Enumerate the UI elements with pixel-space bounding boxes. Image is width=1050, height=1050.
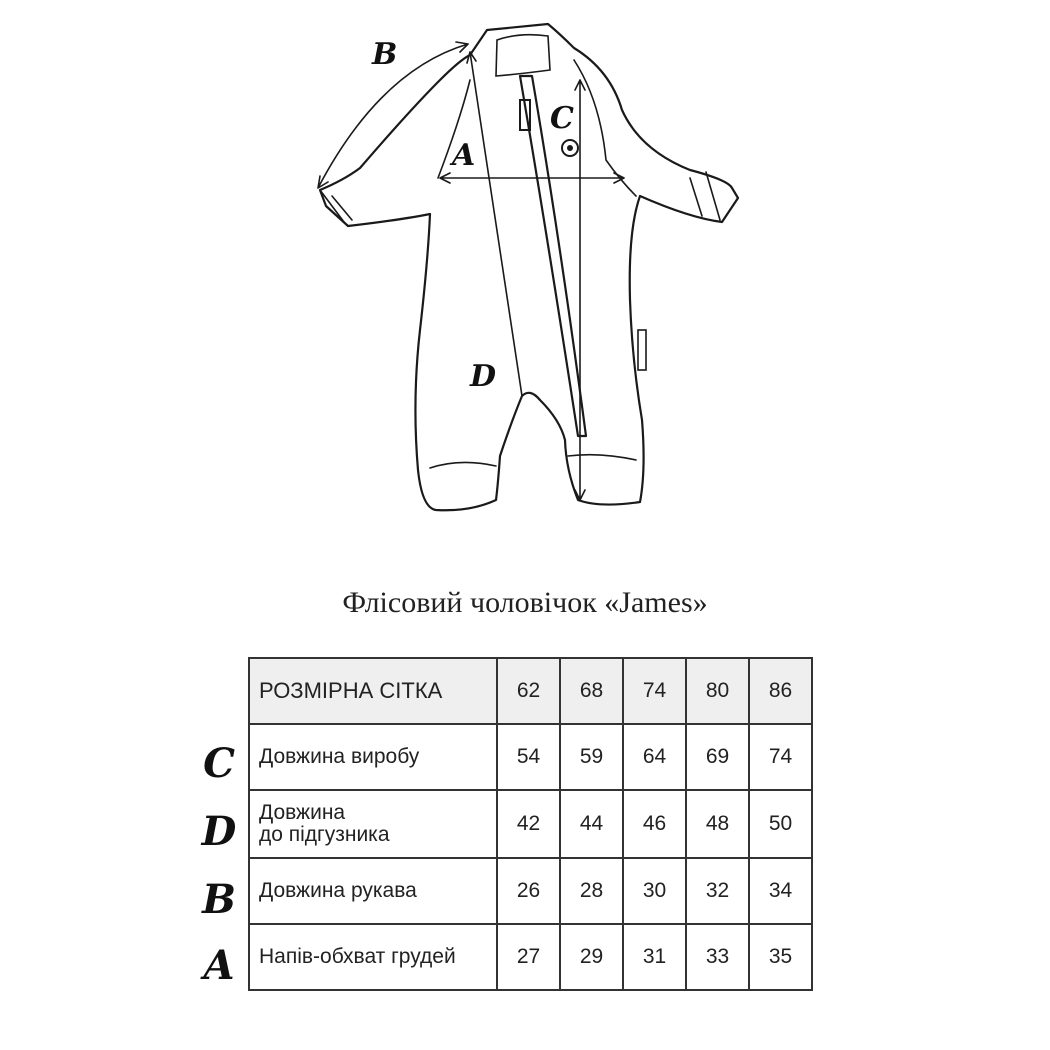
left-foot — [430, 462, 496, 468]
table-row — [249, 858, 812, 924]
left-cuff — [320, 190, 352, 222]
table-header-row — [249, 658, 812, 724]
marker-d: D — [470, 359, 497, 394]
size-header: 74 — [623, 658, 686, 724]
table-cell: 64 — [623, 724, 686, 790]
table-cell: 29 — [560, 924, 623, 990]
table-cell: 44 — [560, 790, 623, 858]
right-foot — [568, 455, 636, 460]
table-cell: 69 — [686, 724, 749, 790]
table-cell: 34 — [749, 858, 812, 924]
row-letter-d: D — [201, 808, 237, 855]
row-label: Довжина рукава — [249, 858, 497, 924]
label-tab — [638, 330, 646, 370]
table-cell: 30 — [623, 858, 686, 924]
marker-c: C — [550, 101, 574, 136]
size-header: 68 — [560, 658, 623, 724]
header-label: РОЗМІРНА СІТКА — [249, 658, 497, 724]
row-label: Напів-обхват грудей — [249, 924, 497, 990]
row-label: Довжина до підгузника — [249, 790, 497, 858]
size-header: 62 — [497, 658, 560, 724]
snap-button-center — [567, 145, 573, 151]
collar-line — [496, 35, 550, 76]
table-row — [249, 724, 812, 790]
row-letter-b: B — [202, 876, 236, 923]
table-cell: 27 — [497, 924, 560, 990]
table-cell: 33 — [686, 924, 749, 990]
table-cell: 32 — [686, 858, 749, 924]
table-cell: 35 — [749, 924, 812, 990]
table-cell: 28 — [560, 858, 623, 924]
table-cell: 46 — [623, 790, 686, 858]
size-header: 86 — [749, 658, 812, 724]
marker-b: B — [372, 37, 398, 72]
measure-arrow-a — [440, 173, 624, 183]
table-cell: 48 — [686, 790, 749, 858]
right-sleeve-seam — [574, 60, 636, 196]
table-cell: 26 — [497, 858, 560, 924]
table-cell: 54 — [497, 724, 560, 790]
table-cell: 50 — [749, 790, 812, 858]
product-title: Флісовий чоловічок «James» — [342, 586, 708, 619]
row-label: Довжина виробу — [249, 724, 497, 790]
right-cuff — [690, 172, 720, 220]
table-cell: 59 — [560, 724, 623, 790]
size-header: 80 — [686, 658, 749, 724]
table-cell: 42 — [497, 790, 560, 858]
table-row — [249, 790, 812, 858]
table-row — [249, 924, 812, 990]
table-cell: 31 — [623, 924, 686, 990]
size-chart-table — [248, 657, 813, 991]
marker-a: A — [452, 138, 476, 173]
table-cell: 74 — [749, 724, 812, 790]
row-letter-a: A — [203, 942, 235, 989]
row-letter-c: C — [203, 740, 235, 787]
measure-arrow-d — [467, 52, 522, 396]
